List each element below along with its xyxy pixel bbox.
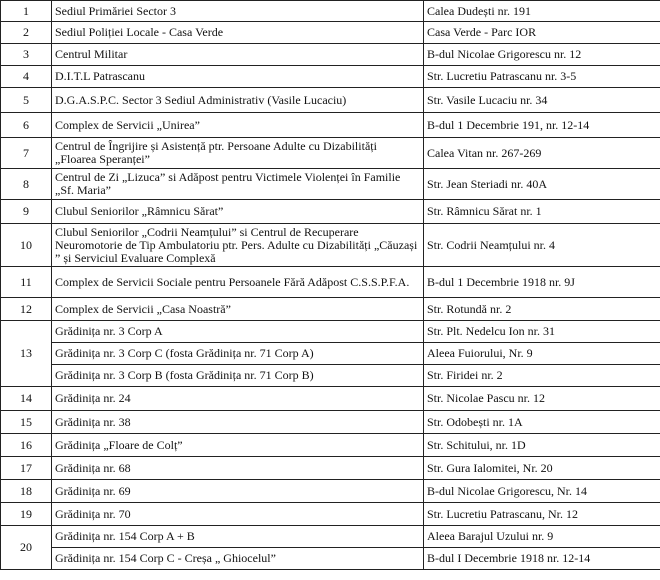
location-name: Grădinița nr. 69: [52, 480, 424, 503]
location-name: Centrul de Zi „Lizuca” si Adăpost pentru Victimele Violenței în Familie „Sf. Maria”: [52, 169, 424, 200]
location-name: Clubul Seniorilor „Râmnicu Sărat”: [52, 200, 424, 224]
location-name: Grădinița nr. 24: [52, 387, 424, 411]
row-number: 1: [1, 1, 52, 22]
table-row: [1, 224, 660, 267]
location-name: Clubul Seniorilor „Codrii Neamțului” si Centrul de Recuperare Neuromotorie de Tip Ambulatoriu ptr. Pers. Adulte cu Dizabilități „Căuzași ” și Serviciul Evaluare Complexă: [52, 224, 424, 267]
location-address: Str. Vasile Lucaciu nr. 34: [424, 88, 660, 113]
location-address: Aleea Barajul Uzului nr. 9: [424, 526, 660, 548]
location-name: Centrul Militar: [52, 44, 424, 66]
table-row: [1, 1, 660, 22]
location-name: D.G.A.S.P.C. Sector 3 Sediul Administrativ (Vasile Lucaciu): [52, 88, 424, 113]
table-row: [1, 480, 660, 503]
location-name: Grădinița nr. 3 Corp C (fosta Grădinița nr. 71 Corp A): [52, 343, 424, 365]
location-address: Str. Plt. Nedelcu Ion nr. 31: [424, 321, 660, 343]
location-address: Calea Dudești nr. 191: [424, 1, 660, 22]
row-number: 3: [1, 44, 52, 66]
location-address: Str. Odobești nr. 1A: [424, 411, 660, 434]
table-row: [1, 298, 660, 321]
location-name: Grădinița „Floare de Colț”: [52, 434, 424, 457]
table-row: [1, 169, 660, 200]
location-name: Complex de Servicii „Unirea”: [52, 113, 424, 138]
location-name: Complex de Servicii „Casa Noastră”: [52, 298, 424, 321]
row-number: 12: [1, 298, 52, 321]
location-name: Grădinița nr. 70: [52, 503, 424, 526]
location-name: Sediul Primăriei Sector 3: [52, 1, 424, 22]
table-row: [1, 411, 660, 434]
row-number: 17: [1, 457, 52, 480]
location-name: Grădinița nr. 3 Corp B (fosta Grădinița nr. 71 Corp B): [52, 365, 424, 387]
location-name: Sediul Poliției Locale - Casa Verde: [52, 22, 424, 44]
row-number: 16: [1, 434, 52, 457]
row-number: 8: [1, 169, 52, 200]
table-row: [1, 66, 660, 88]
table-row: [1, 343, 660, 365]
table-row: [1, 321, 660, 343]
table-row: [1, 387, 660, 411]
row-number: 11: [1, 267, 52, 298]
row-number: 15: [1, 411, 52, 434]
location-name: Grădinița nr. 3 Corp A: [52, 321, 424, 343]
location-name: D.I.T.L Patrascanu: [52, 66, 424, 88]
location-name: Centrul de Îngrijire și Asistență ptr. Persoane Adulte cu Dizabilități „Floarea Speranței”: [52, 138, 424, 169]
location-address: Str. Râmnicu Sărat nr. 1: [424, 200, 660, 224]
location-address: B-dul 1 Decembrie 191, nr. 12-14: [424, 113, 660, 138]
location-address: Calea Vitan nr. 267-269: [424, 138, 660, 169]
row-number: 13: [1, 321, 52, 387]
location-address: Str. Codrii Neamțului nr. 4: [424, 224, 660, 267]
table-row: [1, 113, 660, 138]
row-number: 7: [1, 138, 52, 169]
location-address: Casa Verde - Parc IOR: [424, 22, 660, 44]
table-row: [1, 548, 660, 570]
location-address: Str. Nicolae Pascu nr. 12: [424, 387, 660, 411]
location-address: B-dul Nicolae Grigorescu nr. 12: [424, 44, 660, 66]
location-address: B-dul Nicolae Grigorescu, Nr. 14: [424, 480, 660, 503]
location-address: Str. Gura Ialomitei, Nr. 20: [424, 457, 660, 480]
location-address: B-dul 1 Decembrie 1918 nr. 9J: [424, 267, 660, 298]
table-row: [1, 44, 660, 66]
table-row: [1, 138, 660, 169]
table-row: [1, 526, 660, 548]
location-address: Str. Rotundă nr. 2: [424, 298, 660, 321]
row-number: 6: [1, 113, 52, 138]
location-name: Complex de Servicii Sociale pentru Persoanele Fără Adăpost C.S.S.P.F.A.: [52, 267, 424, 298]
row-number: 20: [1, 526, 52, 570]
table-row: [1, 267, 660, 298]
row-number: 4: [1, 66, 52, 88]
table-row: [1, 503, 660, 526]
location-address: Str. Lucretiu Patrascanu nr. 3-5: [424, 66, 660, 88]
table-row: [1, 434, 660, 457]
location-address: Aleea Fuiorului, Nr. 9: [424, 343, 660, 365]
table-row: [1, 457, 660, 480]
row-number: 18: [1, 480, 52, 503]
location-name: Grădinița nr. 68: [52, 457, 424, 480]
row-number: 9: [1, 200, 52, 224]
location-name: Grădinița nr. 38: [52, 411, 424, 434]
location-address: Str. Jean Steriadi nr. 40A: [424, 169, 660, 200]
table-row: [1, 365, 660, 387]
row-number: 10: [1, 224, 52, 267]
table-row: [1, 22, 660, 44]
location-name: Grădinița nr. 154 Corp A + B: [52, 526, 424, 548]
location-address: B-dul I Decembrie 1918 nr. 12-14: [424, 548, 660, 570]
location-address: Str. Firidei nr. 2: [424, 365, 660, 387]
row-number: 14: [1, 387, 52, 411]
row-number: 5: [1, 88, 52, 113]
row-number: 2: [1, 22, 52, 44]
location-name: Grădinița nr. 154 Corp C - Creșa „ Ghiocelul”: [52, 548, 424, 570]
location-address: Str. Schitului, nr. 1D: [424, 434, 660, 457]
table-row: [1, 88, 660, 113]
table-row: [1, 200, 660, 224]
location-address: Str. Lucretiu Patrascanu, Nr. 12: [424, 503, 660, 526]
row-number: 19: [1, 503, 52, 526]
